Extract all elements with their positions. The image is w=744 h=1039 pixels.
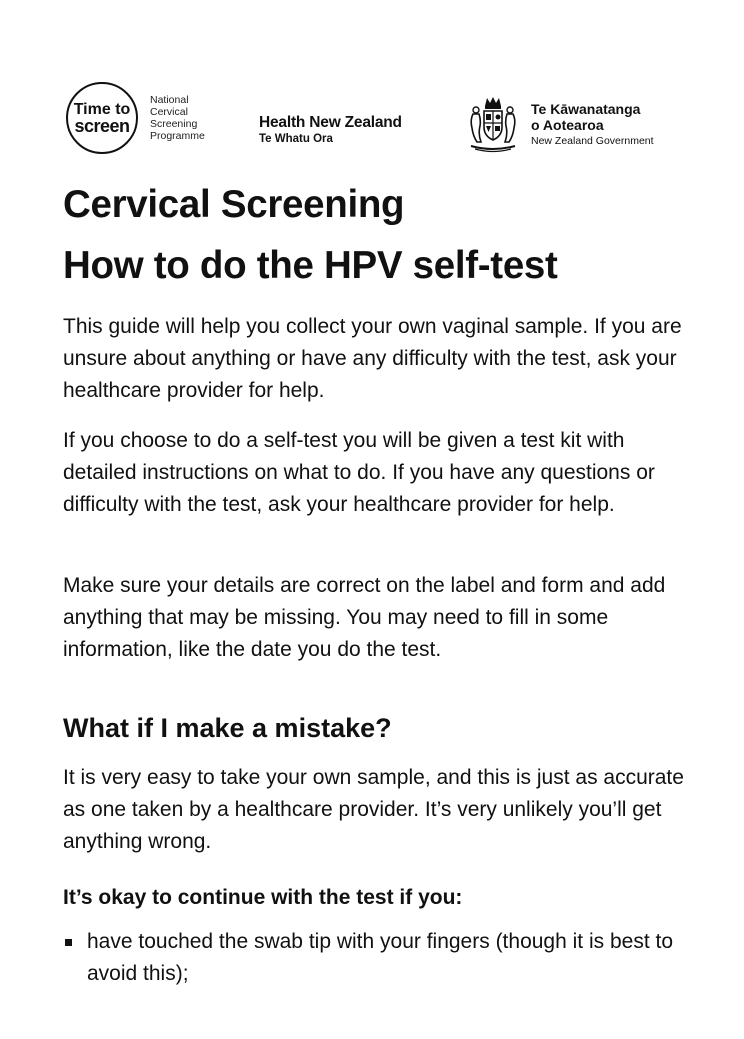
mistake-heading: What if I make a mistake? <box>63 713 392 743</box>
health-nz-name: Health New Zealand <box>259 114 402 131</box>
programme-line: National <box>150 94 189 106</box>
health-nz-logo <box>259 114 402 145</box>
health-nz-maori-name: Te Whatu Ora <box>259 133 333 145</box>
time-to-screen-logo <box>66 82 205 154</box>
programme-line: Programme <box>150 130 205 142</box>
government-maori-line2: o Aotearoa <box>531 117 604 133</box>
title-line-2: How to do the HPV self-test <box>63 244 558 287</box>
nz-government-logo <box>463 94 654 154</box>
programme-line: Screening <box>150 118 198 130</box>
logo-text-time-to: Time to <box>73 101 131 118</box>
programme-name <box>150 94 205 142</box>
intro-paragraph-1: This guide will help you collect your own vaginal sample. If you are unsure about anything or have any difficulty with the test, ask your healthcare provider for help. <box>63 315 682 402</box>
okay-to-continue-heading: It’s okay to continue with the test if you: <box>63 886 463 909</box>
title-line-1: Cervical Screening <box>63 183 405 226</box>
programme-line: Cervical <box>150 106 188 118</box>
intro-paragraph-3: Make sure your details are correct on the label and form and add anything that may be missing. You may need to fill in some information, like the date you do the test. <box>63 574 666 661</box>
coat-of-arms-icon <box>463 94 523 154</box>
government-name <box>531 101 654 147</box>
list-item <box>63 926 703 990</box>
intro-paragraph-2: If you choose to do a self-test you will be given a test kit with detailed instructions on what to do. If you have any questions or difficulty with the test, ask your healthcare provider for help. <box>63 429 655 516</box>
government-maori-line1: Te Kāwanatanga <box>531 101 641 117</box>
government-english-name: New Zealand Government <box>531 135 654 147</box>
list-item-text: have touched the swab tip with your fingers (though it is best to avoid this); <box>87 930 674 985</box>
mistake-paragraph: It is very easy to take your own sample, and this is just as accurate as one taken by a healthcare provider. It’s very unlikely you’ll get anything wrong. <box>63 766 684 853</box>
bullet-square-icon <box>65 939 72 946</box>
logo-text-screen: screen <box>74 116 130 136</box>
time-to-screen-badge <box>66 82 138 154</box>
